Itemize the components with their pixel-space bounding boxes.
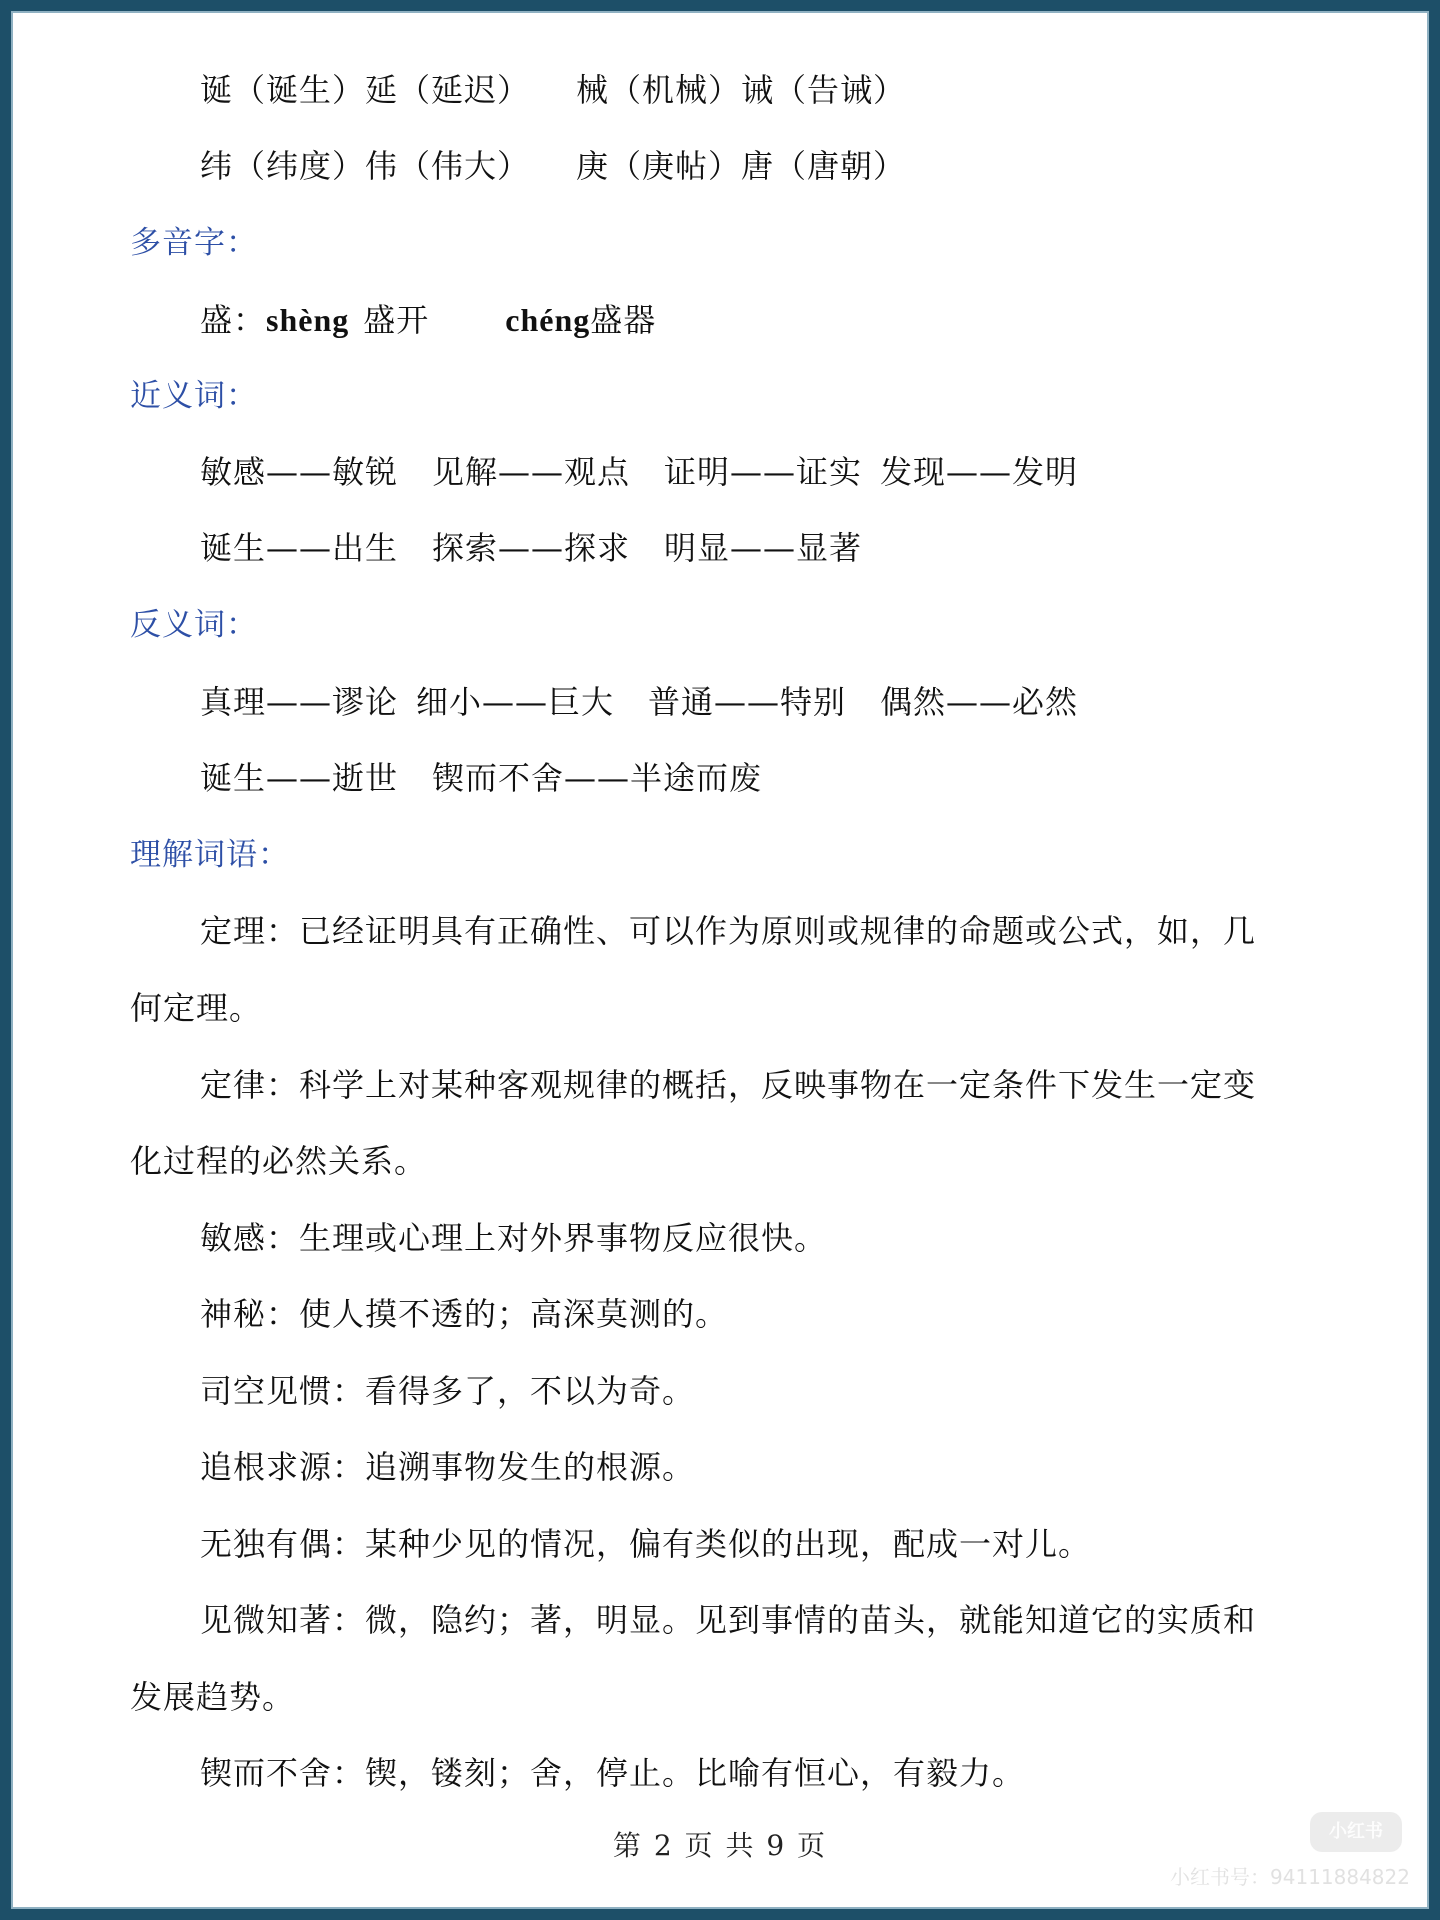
- polyphonic-word-2: 盛器: [590, 301, 657, 339]
- synonym-pair: 发现——发明: [880, 453, 1079, 491]
- synonyms-row-2: [200, 528, 862, 568]
- vocab-entry-theorem: 定理：已经证明具有正确性、可以作为原则或规律的命题或公式，如，几: [200, 912, 1257, 950]
- vocab-entry-qieerbushe: 锲而不舍：锲，镂刻；舍，停止。比喻有恒心，有毅力。: [200, 1754, 1026, 1792]
- synonym-pair: 敏感——敏锐: [200, 453, 399, 491]
- vocab-entry-theorem-continued: 何定理。: [130, 989, 263, 1027]
- polyphonic-char: 盛：: [200, 301, 267, 339]
- vocab-entry-law: 定律：科学上对某种客观规律的概括，反映事物在一定条件下发生一定变: [200, 1066, 1257, 1104]
- vocab-entry-sensitive: 敏感：生理或心理上对外界事物反应很快。: [200, 1219, 828, 1257]
- synonym-pair: 探索——探求: [432, 529, 631, 567]
- watermark-id: 小红书号：94111884822: [1170, 1865, 1410, 1889]
- similar-chars-row-1: [200, 70, 906, 110]
- antonyms-row-2: [200, 758, 762, 798]
- vocab-entry-jianweizhizhu: 见微知著：微，隐约；著，明显。见到事情的苗头，就能知道它的实质和: [200, 1601, 1257, 1639]
- vocab-entry-mysterious: 神秘：使人摸不透的；高深莫测的。: [200, 1295, 729, 1333]
- similar-char-pair: 纬（纬度）伟（伟大）: [200, 147, 531, 185]
- antonym-pair: 细小——巨大: [416, 683, 615, 721]
- polyphonic-word-1: 盛开: [363, 301, 430, 339]
- section-heading-polyphonic: 多音字：: [130, 225, 258, 261]
- section-heading-synonyms: 近义词：: [130, 378, 258, 414]
- similar-chars-row-2: [200, 146, 906, 186]
- antonyms-row-1: [200, 682, 1078, 722]
- antonym-pair: 偶然——必然: [880, 683, 1079, 721]
- vocab-entry-sikongjianguan: 司空见惯：看得多了，不以为奇。: [200, 1372, 696, 1410]
- synonym-pair: 证明——证实: [664, 453, 863, 491]
- section-heading-antonyms: 反义词：: [130, 607, 258, 643]
- vocab-entry-wuduyouou: 无独有偶：某种少见的情况，偏有类似的出现，配成一对儿。: [200, 1525, 1092, 1563]
- vocab-entry-law-continued: 化过程的必然关系。: [130, 1142, 428, 1180]
- antonym-pair: 真理——谬论: [200, 683, 399, 721]
- watermark-logo: 小红书: [1310, 1812, 1402, 1852]
- antonym-pair: 普通——特别: [648, 683, 847, 721]
- synonym-pair: 见解——观点: [432, 453, 631, 491]
- antonym-pair: 锲而不舍——半途而废: [432, 759, 763, 797]
- polyphonic-entry: [200, 300, 656, 340]
- antonym-pair: 诞生——逝世: [200, 759, 399, 797]
- similar-char-pair: 械（机械）诫（告诫）: [576, 71, 907, 109]
- page-number: 第 2 页 共 9 页: [612, 1829, 828, 1862]
- similar-char-pair: 诞（诞生）延（延迟）: [200, 71, 531, 109]
- synonym-pair: 诞生——出生: [200, 529, 399, 567]
- synonyms-row-1: [200, 452, 1078, 492]
- section-heading-vocabulary: 理解词语：: [130, 837, 290, 873]
- pinyin-cheng: chéng: [505, 302, 591, 338]
- vocab-entry-zhuigenqiuyuan: 追根求源：追溯事物发生的根源。: [200, 1448, 696, 1486]
- vocab-entry-jianweizhizhu-continued: 发展趋势。: [130, 1678, 296, 1716]
- synonym-pair: 明显——显著: [664, 529, 863, 567]
- similar-char-pair: 庚（庚帖）唐（唐朝）: [576, 147, 907, 185]
- pinyin-sheng: shèng: [266, 302, 350, 338]
